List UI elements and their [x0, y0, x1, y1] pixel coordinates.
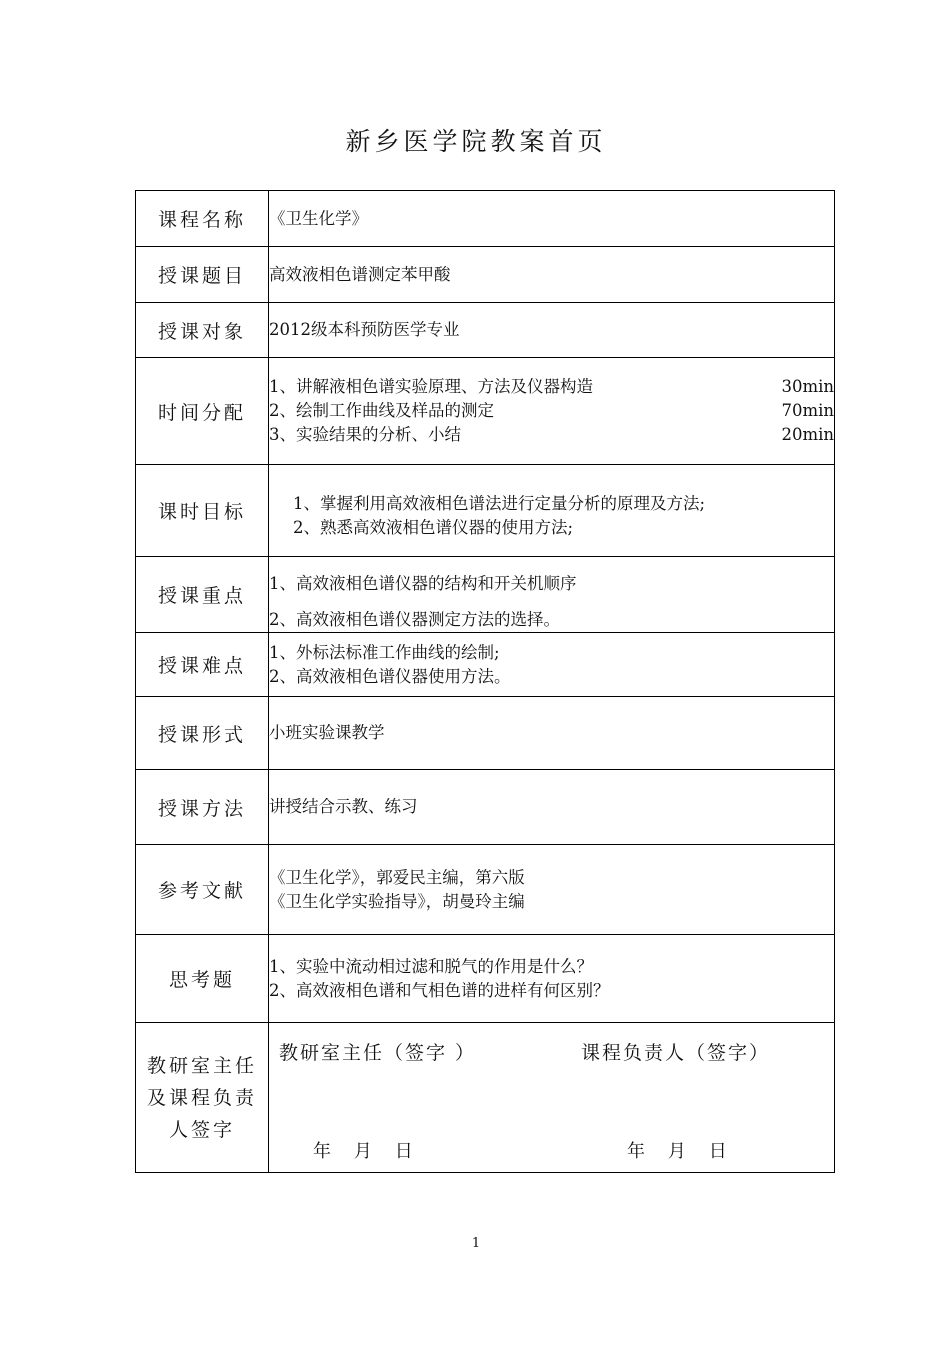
references-items [269, 845, 835, 935]
key-point-item: 1、高效液相色谱仪器的结构和开关机顺序 [269, 573, 577, 593]
objectives-label: 课时目标 [136, 465, 269, 557]
signature-label-line: 人签字 [168, 1118, 235, 1141]
time-item-text: 1、讲解液相色谱实验原理、方法及仪器构造 [269, 377, 593, 396]
method-label: 授课方法 [136, 770, 269, 845]
difficulty-item: 2、高效液相色谱仪器使用方法。 [269, 666, 511, 686]
row-form [136, 697, 835, 770]
row-time-allocation [136, 358, 835, 465]
objectives-items [269, 465, 835, 557]
signature-label-line: 及课程负责 [146, 1086, 257, 1109]
reference-item: 《卫生化学》，郭爱民主编，第六版 [269, 867, 525, 887]
row-course-name [136, 191, 835, 247]
signature-label [136, 1023, 269, 1173]
row-objectives [136, 465, 835, 557]
key-points-items [269, 557, 835, 633]
form-value: 小班实验课教学 [269, 697, 835, 770]
question-item: 1、实验中流动相过滤和脱气的作用是什么？ [269, 956, 593, 976]
difficulty-item: 1、外标法标准工作曲线的绘制; [269, 642, 500, 662]
time-item-duration: 30min [781, 377, 834, 396]
row-references [136, 845, 835, 935]
reference-item: 《卫生化学实验指导》，胡曼玲主编 [269, 891, 525, 911]
time-items [269, 358, 835, 465]
row-topic [136, 247, 835, 303]
director-date-field[interactable]: 年 月 日 [313, 1140, 413, 1162]
form-label: 授课形式 [136, 697, 269, 770]
questions-label: 思考题 [136, 935, 269, 1023]
time-item-text: 3、实验结果的分析、小结 [269, 425, 461, 444]
audience-value: 2012级本科预防医学专业 [269, 303, 835, 358]
row-method [136, 770, 835, 845]
time-item [269, 399, 834, 423]
course-name-label: 课程名称 [136, 191, 269, 247]
key-point-item: 2、高效液相色谱仪器测定方法的选择。 [269, 609, 560, 629]
key-points-label: 授课重点 [136, 557, 269, 633]
signature-label-line: 教研室主任 [146, 1054, 257, 1077]
course-name-value: 《卫生化学》 [269, 191, 835, 247]
director-signature-field[interactable]: 教研室主任（签字 ） [279, 1041, 477, 1064]
time-item-text: 2、绘制工作曲线及样品的测定 [269, 401, 494, 420]
row-audience [136, 303, 835, 358]
responsible-date-field[interactable]: 年 月 日 [627, 1140, 727, 1162]
row-difficulties [136, 633, 835, 697]
question-item: 2、高效液相色谱和气相色谱的进样有何区别？ [269, 980, 610, 1000]
row-key-points [136, 557, 835, 633]
time-item-duration: 70min [781, 401, 834, 420]
difficulties-items [269, 633, 835, 697]
time-item [269, 375, 834, 399]
lesson-plan-table [135, 190, 835, 1173]
row-questions [136, 935, 835, 1023]
time-item-duration: 20min [781, 425, 834, 444]
audience-label: 授课对象 [136, 303, 269, 358]
time-label: 时间分配 [136, 358, 269, 465]
time-item [269, 423, 834, 447]
page-number: 1 [471, 1236, 481, 1251]
signature-area [269, 1023, 835, 1173]
objective-item: 1、掌握利用高效液相色谱法进行定量分析的原理及方法; [293, 493, 706, 513]
row-signature [136, 1023, 835, 1173]
responsible-signature-field[interactable]: 课程负责人（签字） [581, 1041, 771, 1064]
topic-label: 授课题目 [136, 247, 269, 303]
topic-value: 高效液相色谱测定苯甲酸 [269, 247, 835, 303]
difficulties-label: 授课难点 [136, 633, 269, 697]
references-label: 参考文献 [136, 845, 269, 935]
objective-item: 2、熟悉高效液相色谱仪器的使用方法; [293, 517, 574, 537]
questions-items [269, 935, 835, 1023]
method-value: 讲授结合示教、练习 [269, 770, 835, 845]
page-title: 新乡医学院教案首页 [345, 127, 607, 156]
